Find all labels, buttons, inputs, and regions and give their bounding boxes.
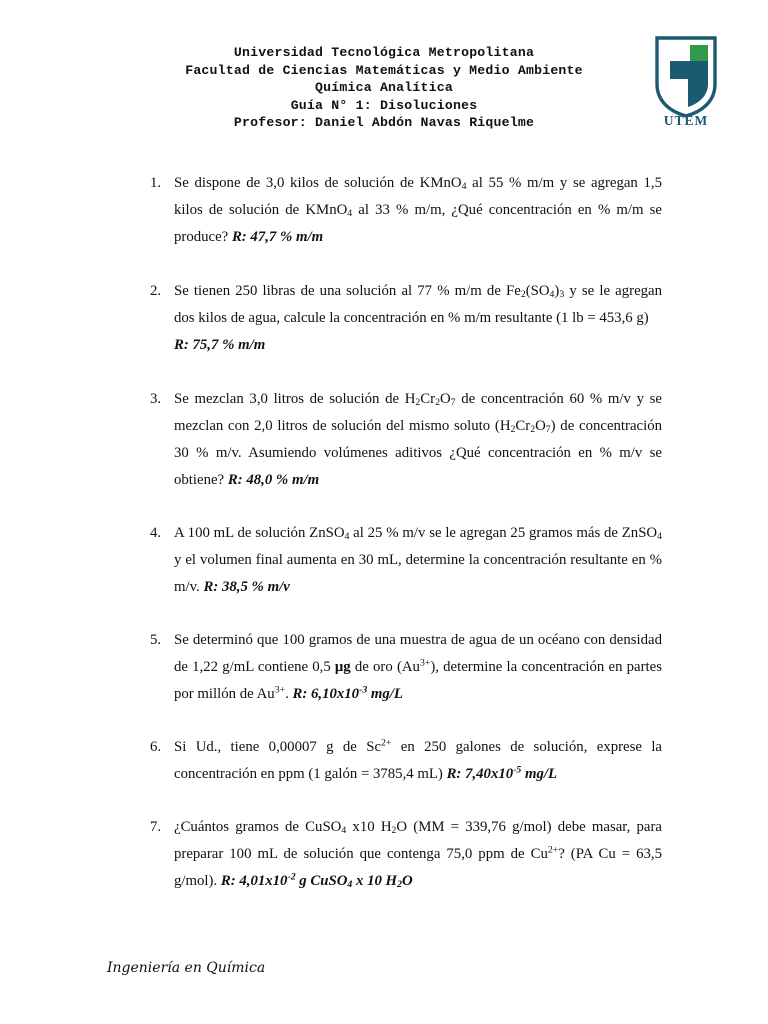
question-text: Se tienen 250 libras de una solución al 77 % m/m de $Fe_2(SO_4)_3$ y se le agregan dos kilos de agua, calcule la concentración en % m/m resultante (1 lb = 453,6 g) bbox=[174, 283, 663, 326]
answer: R: 38,5 % m/v bbox=[203, 579, 290, 595]
question-list bbox=[150, 170, 662, 895]
answer: R: $6,10x10^{-3}$ mg/L bbox=[292, 684, 403, 702]
question-text: Si Ud., tiene 0,00007 g de $Sc^{2+}$ en 250 galones de solución, exprese la concentración en ppm (1 galón = 3785,4 mL) bbox=[174, 737, 662, 782]
question-4 bbox=[150, 520, 662, 601]
faculty-name: Facultad de Ciencias Matemáticas y Medio Ambiente bbox=[185, 62, 583, 78]
question-2 bbox=[150, 278, 662, 359]
answer: R: 75,7 % m/m bbox=[174, 337, 266, 353]
footer-text: Ingeniería en Química bbox=[107, 960, 266, 976]
question-text: Se determinó que 100 gramos de una muestra de agua de un océano con densidad de 1,22 g/mL contiene 0,5 μg de oro $(Au^{3+})$, determine la concentración en partes por millón de $Au^{3+}$. bbox=[174, 632, 662, 702]
logo-blue-shape bbox=[688, 61, 708, 107]
logo-green-square bbox=[690, 45, 708, 61]
question-1 bbox=[150, 170, 662, 251]
answer: R: $4,01x10^{-2}$ g CuSO$_4$ x 10 $H_2O$ bbox=[220, 871, 413, 890]
guide-title: Guía N° 1: Disoluciones bbox=[290, 97, 478, 113]
question-6 bbox=[150, 734, 662, 788]
logo-blue-square bbox=[670, 61, 688, 79]
question-text: ¿Cuántos gramos de CuSO$_4$ x10 $H_2O$ (MM = 339,76 g/mol) debe masar, para preparar 100 mL de solución que contenga 75,0 ppm de $Cu^{2+}$? (PA Cu = 63,5 g/mol). bbox=[174, 819, 662, 889]
question-number: 7. bbox=[150, 819, 162, 835]
answer: R: 48,0 % m/m bbox=[227, 472, 320, 488]
answer: R: 47,7 % m/m bbox=[231, 229, 324, 245]
question-number: 6. bbox=[150, 739, 162, 755]
question-number: 5. bbox=[150, 632, 162, 648]
question-3 bbox=[150, 386, 662, 494]
unit-microgram: μg bbox=[334, 659, 351, 675]
question-7 bbox=[150, 814, 662, 895]
course-name: Química Analítica bbox=[315, 80, 453, 95]
question-5 bbox=[150, 627, 662, 708]
question-number: 2. bbox=[150, 283, 162, 299]
question-number: 4. bbox=[150, 525, 162, 541]
utem-logo bbox=[650, 36, 722, 126]
university-name: Universidad Tecnológica Metropolitana bbox=[233, 45, 535, 60]
document-header bbox=[100, 44, 668, 132]
question-text: A 100 mL de solución ZnSO$_4$ al 25 % m/v se le agregan 25 gramos más de ZnSO$_4$ y el volumen final aumenta en 30 mL, determine la concentración resultante en % m/v. bbox=[174, 525, 662, 595]
logo-text: UTEM bbox=[663, 113, 709, 126]
answer: R: $7,40x10^{-5}$ mg/L bbox=[446, 764, 558, 782]
question-text: Se mezclan 3,0 litros de solución de $H_2Cr_2O_7$ de concentración 60 % m/v y se mezclan con 2,0 litros de solución del mismo soluto $(H_2Cr_2O_7)$ de concentración 30 % m/v. Asumiendo volúmenes aditivos ¿Qué concentración en % m/v se obtiene? bbox=[174, 391, 663, 488]
question-text: Se dispone de 3,0 kilos de solución de KMnO$_4$ al 55 % m/m y se agregan 1,5 kilos de solución de KMnO$_4$ al 33 % m/m, ¿Qué concentración en % m/m se produce? bbox=[174, 175, 662, 245]
professor-name: Profesor: Daniel Abdón Navas Riquelme bbox=[233, 115, 535, 130]
question-number: 1. bbox=[150, 175, 162, 191]
question-number: 3. bbox=[150, 391, 162, 407]
